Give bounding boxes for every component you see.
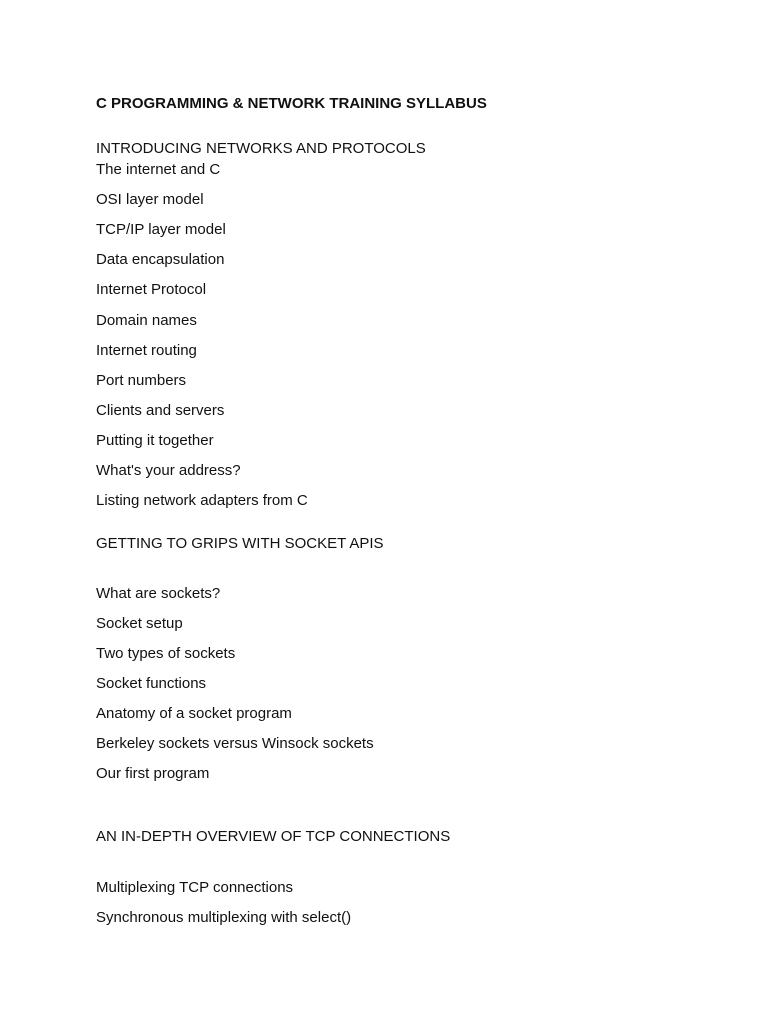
section-heading-socket-apis: GETTING TO GRIPS WITH SOCKET APIS — [96, 535, 384, 552]
syllabus-item: Port numbers — [96, 372, 187, 389]
syllabus-item: Our first program — [96, 765, 210, 782]
syllabus-item: Internet routing — [96, 342, 197, 359]
syllabus-item: Synchronous multiplexing with select() — [96, 909, 352, 926]
syllabus-item: TCP/IP layer model — [96, 221, 226, 238]
syllabus-item: Socket functions — [96, 675, 207, 692]
section-heading-networks-protocols: INTRODUCING NETWORKS AND PROTOCOLS — [96, 140, 426, 157]
syllabus-item: Internet Protocol — [96, 281, 207, 298]
syllabus-item: What's your address? — [96, 462, 241, 479]
document-title: C PROGRAMMING & NETWORK TRAINING SYLLABUS — [96, 95, 487, 112]
syllabus-item: Socket setup — [96, 615, 183, 632]
syllabus-item: Data encapsulation — [96, 251, 225, 268]
syllabus-item: Putting it together — [96, 432, 214, 449]
section-heading-tcp-connections: AN IN-DEPTH OVERVIEW OF TCP CONNECTIONS — [96, 828, 451, 845]
syllabus-item: What are sockets? — [96, 585, 221, 602]
syllabus-item: Listing network adapters from C — [96, 492, 308, 509]
syllabus-item: Clients and servers — [96, 402, 225, 419]
syllabus-item: Berkeley sockets versus Winsock sockets — [96, 735, 374, 752]
syllabus-item: Domain names — [96, 312, 197, 329]
syllabus-item: OSI layer model — [96, 191, 204, 208]
syllabus-item: The internet and C — [96, 161, 221, 178]
syllabus-item: Multiplexing TCP connections — [96, 879, 294, 896]
syllabus-item: Anatomy of a socket program — [96, 705, 292, 722]
syllabus-item: Two types of sockets — [96, 645, 236, 662]
